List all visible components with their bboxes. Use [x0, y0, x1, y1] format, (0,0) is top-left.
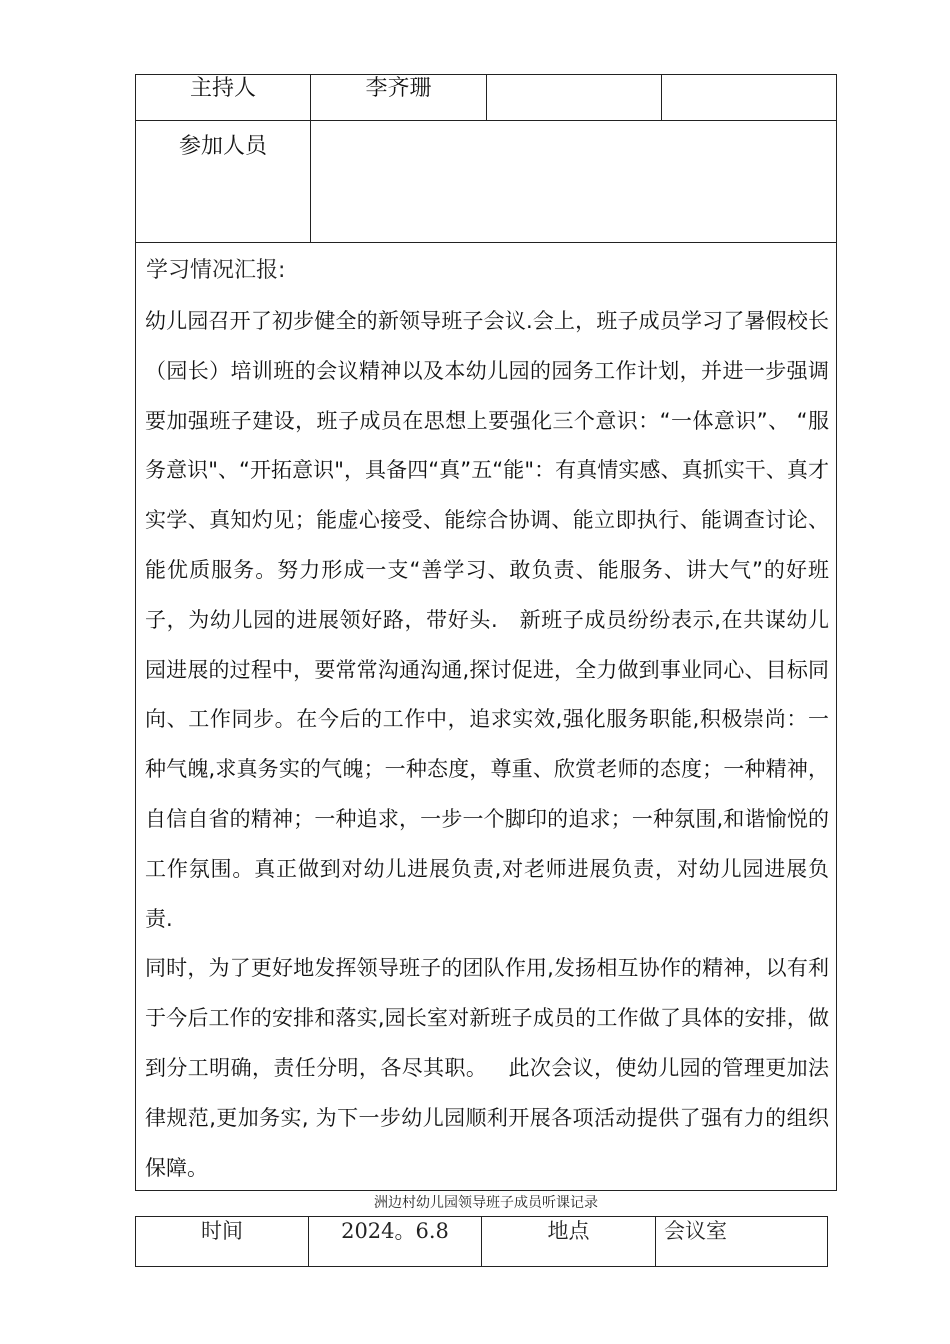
host-name: 李齐珊	[365, 76, 432, 101]
report-title: 学习情况汇报:	[146, 258, 286, 283]
lecture-record-table	[135, 1216, 828, 1267]
place-label: 地点	[547, 1219, 590, 1243]
host-label: 主持人	[189, 76, 256, 101]
row-divider	[136, 242, 836, 243]
column-divider	[661, 75, 662, 121]
participants-label: 参加人员	[178, 134, 267, 159]
meeting-record-table	[135, 74, 837, 1191]
place-value: 会议室	[664, 1219, 727, 1243]
time-value: 2024。6.8	[341, 1219, 449, 1243]
report-body: 幼儿园召开了初步健全的新领导班子会议.会上，班子成员学习了暑假校长（园长）培训班的会议精神以及本幼儿园的园务工作计划，并进一步强调要加强班子建设，班子成员在思想上要强化三个意识：“一体意识”、 “服务意识"、“开拓意识"，具备四“真”五“能"：有真情实感、真抓实干、真才实学、真知灼见；能虚心接受、能综合协调、能立即执行、能调查讨论、能优质服务。努力形成一支“善学习、敢负责、能服务、讲大气”的好班子，为幼儿园的进展领好路，带好头. 新班子成员纷纷表示,在共谋幼儿园进展的过程中，要常常沟通沟通,探讨促进，全力做到事业同心、目标同向、工作同步。在今后的工作中，追求实效,强化服务职能,积极崇尚：一种气魄,求真务实的气魄；一种态度，尊重、欣赏老师的态度；一种精神，自信自省的精神；一种追求，一步一个脚印的追求；一种氛围,和谐愉悦的工作氛围。真正做到对幼儿进展负责,对老师进展负责，对幼儿园进展负责. 同时，为了更好地发挥领导班子的团队作用,发扬相互协作的精神，以有利于今后工作的安排和落实,园长室对新班子成员的工作做了具体的安排，做到分工明确，责任分明，各尽其职。 此次会议，使幼儿园的管理更加法律规范,更加务实, 为下一步幼儿园顺利开展各项活动提供了强有力的组织保障。	[145, 309, 829, 1180]
time-label: 时间	[201, 1219, 243, 1243]
lecture-record-title: 洲边村幼儿园领导班子成员听课记录	[374, 1195, 598, 1211]
column-divider	[486, 75, 487, 121]
column-divider	[655, 1217, 656, 1266]
